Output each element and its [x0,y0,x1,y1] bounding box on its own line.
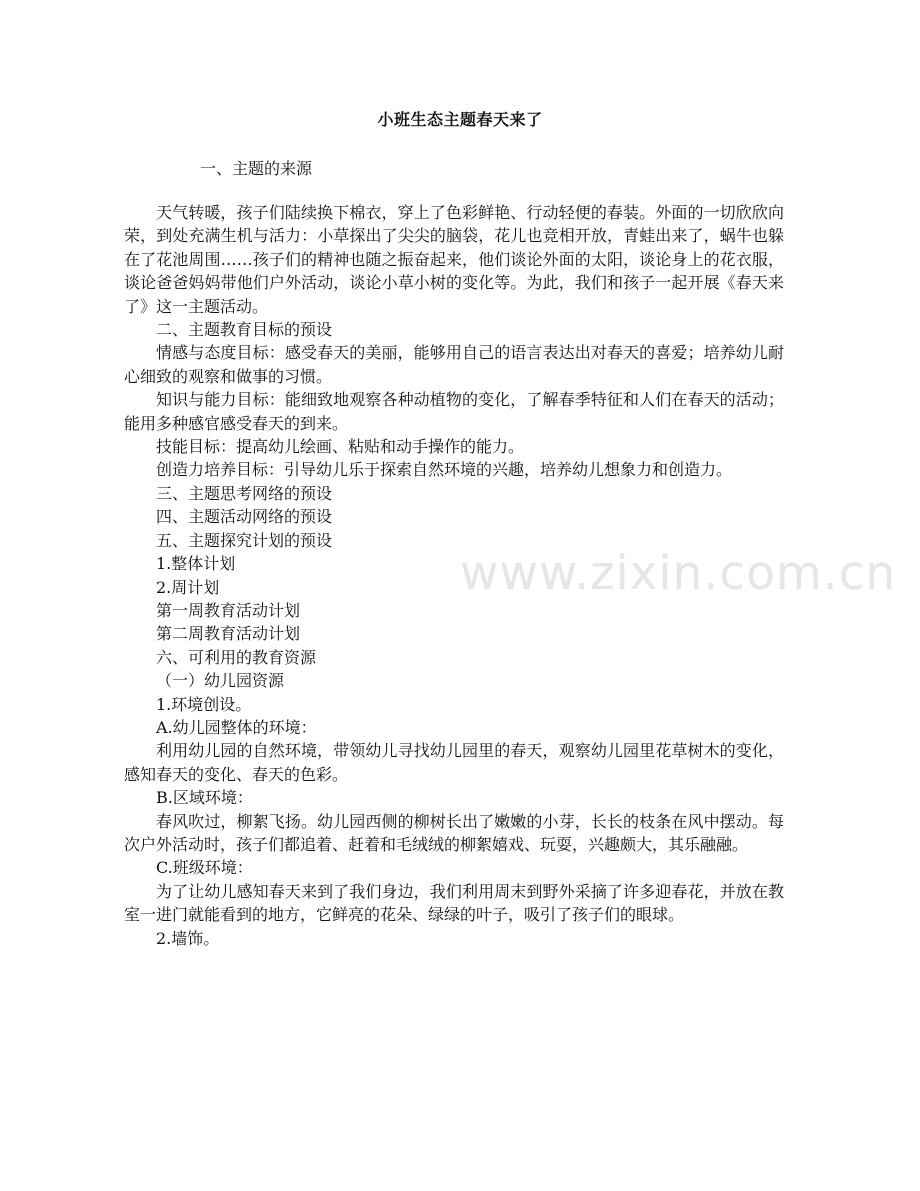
paragraph-emotion-goal: 情感与态度目标：感受春天的美丽，能够用自己的语言表达出对春天的喜爱；培养幼儿耐心细致的观察和做事的习惯。 [124,343,784,386]
document-title: 小班生态主题春天来了 [377,110,543,129]
list-item-overall-plan: 1.整体计划 [156,554,236,574]
list-item-weekly-plan: 2.周计划 [156,577,220,597]
watermark: www.zixin.com.cn [460,546,897,601]
section-heading-theme-source: 一、主题的来源 [200,159,313,178]
list-item-week-2: 第二周教育活动计划 [156,624,301,644]
subheading-area-environment: B.区域环境： [156,788,253,808]
section-heading-activity-network: 四、主题活动网络的预设 [156,507,333,527]
paragraph-theme-source: 天气转暖，孩子们陆续换下棉衣，穿上了色彩鲜艳、行动轻便的春装。外面的一切欣欣向荣，到处充满生机与活力：小草探出了尖尖的脑袋，花儿也竞相开放，青蛙出来了，蜗牛也躲在了花池周围……孩子们的精神也随之振奋起来，他们谈论外面的太阳，谈论身上的花衣服，谈论爸爸妈妈带他们户外活动，谈论小草小树的变化等。为此，我们和孩子一起开展《春天来了》这一主题活动。 [124,203,784,316]
subheading-kindergarten-resources: （一）幼儿园资源 [156,671,285,691]
section-heading-resources: 六、可利用的教育资源 [156,647,317,667]
list-item-wall-decoration: 2.墙饰。 [156,928,220,948]
section-heading-inquiry-plan: 五、主题探究计划的预设 [156,530,333,550]
subheading-class-environment: C.班级环境： [156,858,253,878]
paragraph-creativity-goal: 创造力培养目标：引导幼儿乐于探索自然环境的兴趣，培养幼儿想象力和创造力。 [156,460,733,480]
paragraph-knowledge-goal: 知识与能力目标：能细致地观察各种动植物的变化，了解春季特征和人们在春天的活动；能用多种感官感受春天的到来。 [124,390,784,433]
document-body [124,201,784,950]
paragraph-overall-environment: 利用幼儿园的自然环境，带领幼儿寻找幼儿园里的春天，观察幼儿园里花草树木的变化，感知春天的变化、春天的色彩。 [124,741,784,784]
paragraph-class-environment: 为了让幼儿感知春天来到了我们身边，我们利用周末到野外采摘了许多迎春花，并放在教室一进门就能看到的地方，它鲜亮的花朵、绿绿的叶子，吸引了孩子们的眼球。 [124,881,784,925]
list-item-week-1: 第一周教育活动计划 [156,600,301,620]
list-item-environment: 1.环境创设。 [156,694,252,714]
paragraph-area-environment: 春风吹过，柳絮飞扬。幼儿园西侧的柳树长出了嫩嫩的小芽，长长的枝条在风中摆动。每次户外活动时，孩子们都追着、赶着和毛绒绒的柳絮嬉戏、玩耍，兴趣颇大，其乐融融。 [124,811,784,854]
subheading-overall-environment: A.幼儿园整体的环境： [156,717,317,737]
section-heading-goals: 二、主题教育目标的预设 [156,320,333,340]
paragraph-skill-goal: 技能目标：提高幼儿绘画、粘贴和动手操作的能力。 [156,437,525,457]
section-heading-thinking-network: 三、主题思考网络的预设 [156,483,333,503]
